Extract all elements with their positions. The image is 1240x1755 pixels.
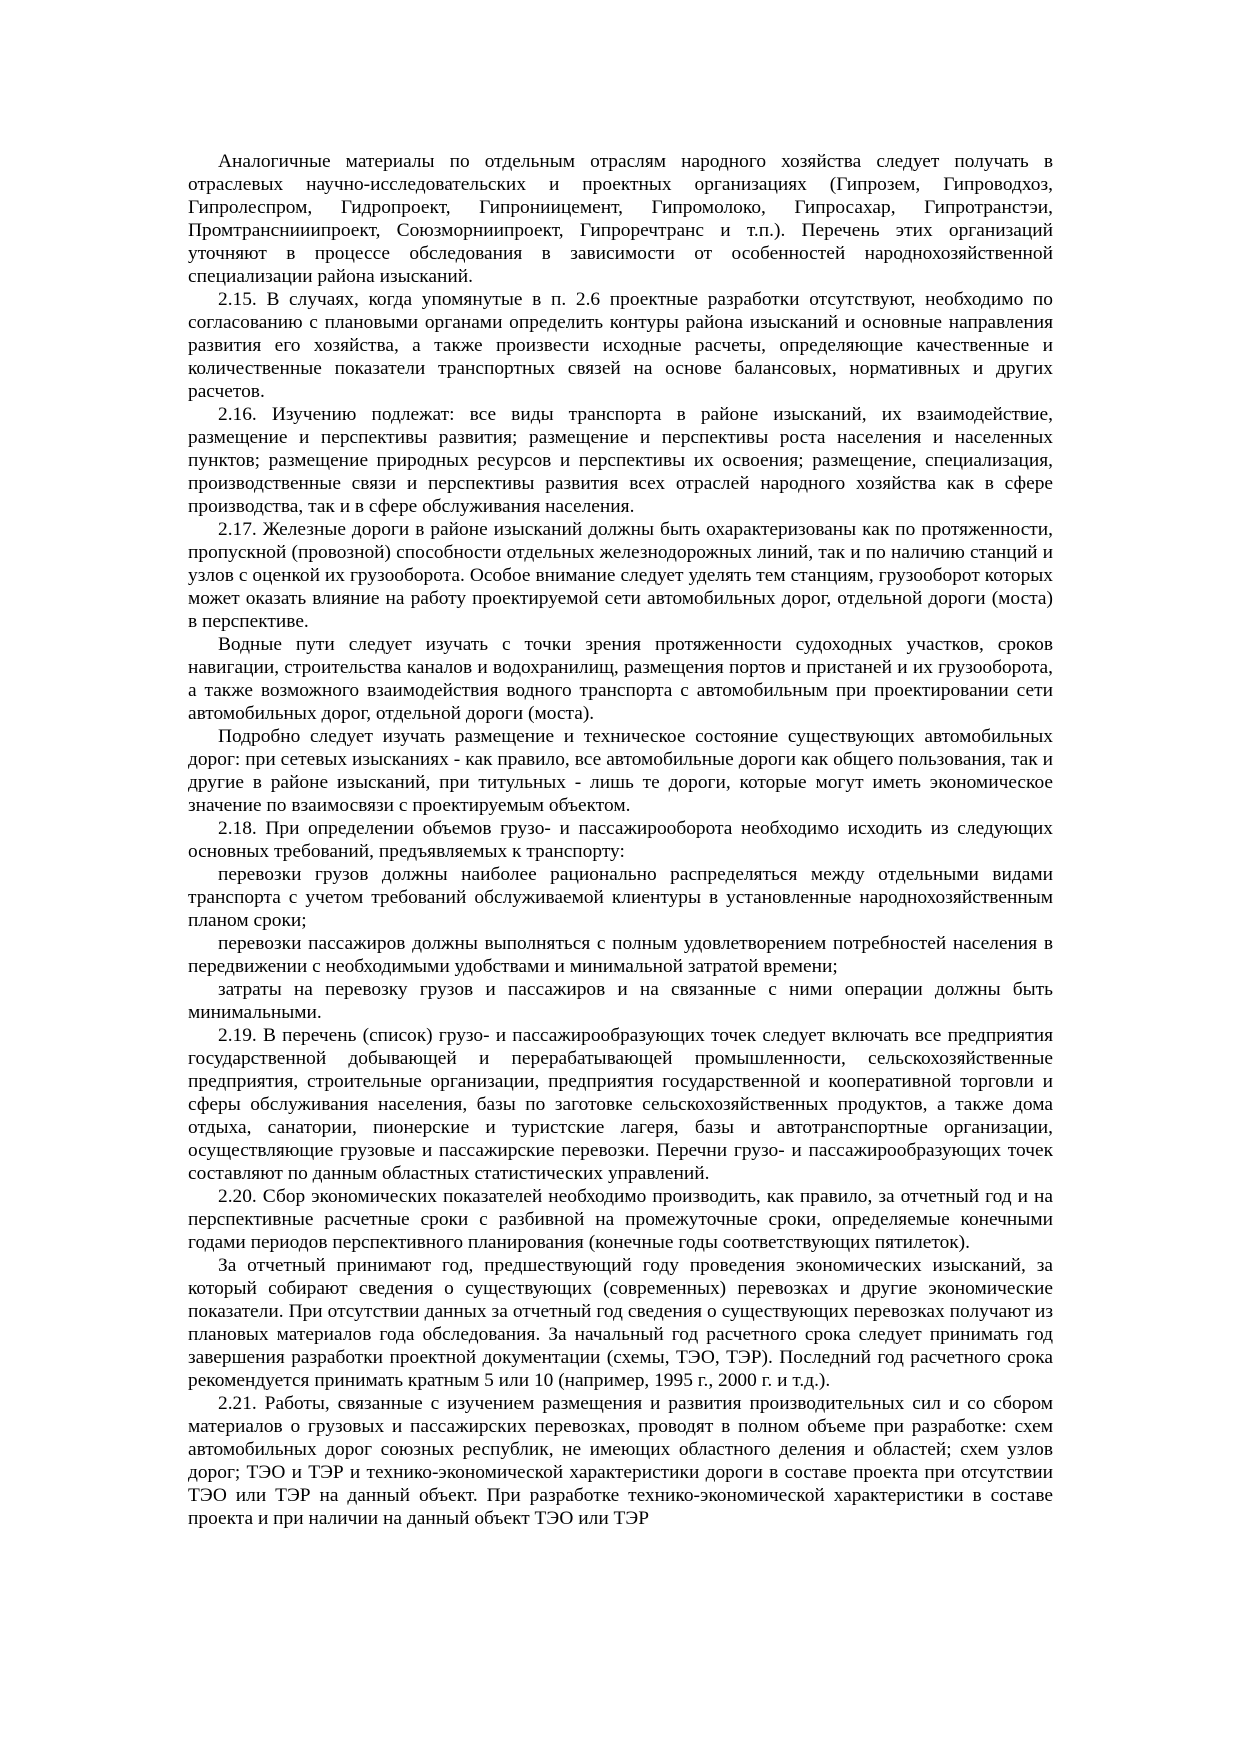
paragraph-2-20: 2.20. Сбор экономических показателей необходимо производить, как правило, за отчетный год и на перспективные расчетные сроки с разбивной на промежуточные сроки, определяемые конечными годами периодов перспективного планирования (конечные годы соответствующих пятилеток). [188, 1186, 1053, 1253]
paragraph-2-21: 2.21. Работы, связанные с изучением размещения и развития производительных сил и со сбором материалов о грузовых и пассажирских перевозках, проводят в полном объеме при разработке: схем автомобильных дорог союзных республик, не имеющих областного деления и областей; схем узлов дорог; ТЭО и ТЭР и технико-экономической характеристики дороги в составе проекта при отсутствии ТЭО или ТЭР на данный объект. При разработке технико-экономической характеристики в составе проекта и при наличии на данный объект ТЭО или ТЭР [188, 1393, 1053, 1529]
paragraph-2-19: 2.19. В перечень (список) грузо- и пассажирообразующих точек следует включать все предприятия государственной добывающей и перерабатывающей промышленности, сельскохозяйственные предприятия, строительные организации, предприятия государственной и кооперативной торговли и сферы обслуживания населения, базы по заготовке сельскохозяйственных продуктов, а также дома отдыха, санатории, пионерские и туристские лагеря, базы и автотранспортные организации, осуществляющие грузовые и пассажирские перевозки. Перечни грузо- и пассажирообразующих точек составляют по данным областных статистических управлений. [188, 1025, 1053, 1184]
paragraph-reporting-year: За отчетный принимают год, предшествующий году проведения экономических изысканий, за который собирают сведения о существующих (современных) перевозках и другие экономические показатели. При отсутствии данных за отчетный год сведения о существующих перевозках получают из плановых материалов года обследования. За начальный год расчетного срока следует принимать год завершения разработки проектной документации (схемы, ТЭО, ТЭР). Последний год расчетного срока рекомендуется принимать кратным 5 или 10 (например, 1995 г., 2000 г. и т.д.). [188, 1255, 1053, 1391]
paragraph-2-15: 2.15. В случаях, когда упомянутые в п. 2.6 проектные разработки отсутствуют, необходимо по согласованию с плановыми органами определить контуры района изысканий и основные направления развития его хозяйства, а также произвести исходные расчеты, определяющие качественные и количественные показатели транспортных связей на основе балансовых, нормативных и других расчетов. [188, 289, 1053, 402]
document-page [188, 150, 1053, 1530]
paragraph-cost-requirement: затраты на перевозку грузов и пассажиров и на связанные с ними операции должны быть минимальными. [188, 979, 1053, 1023]
paragraph-passenger-requirement: перевозки пассажиров должны выполняться с полным удовлетворением потребностей населения в передвижении с необходимыми удобствами и минимальной затратой времени; [188, 933, 1053, 977]
paragraph-cargo-requirement: перевозки грузов должны наиболее рационально распределяться между отдельными видами транспорта с учетом требований обслуживаемой клиентуры в установленные народнохозяйственным планом сроки; [188, 864, 1053, 931]
paragraph-analogous-materials: Аналогичные материалы по отдельным отраслям народного хозяйства следует получать в отраслевых научно-исследовательских и проектных организациях (Гипрозем, Гипроводхоз, Гипролеспром, Гидропроект, Гипрониицемент, Гипромолоко, Гипросахар, Гипротранстэи, Промтранснииипроект, Союзморниипроект, Гипроречтранс и т.п.). Перечень этих организаций уточняют в процессе обследования в зависимости от особенностей народнохозяйственной специализации района изысканий. [188, 151, 1053, 287]
paragraph-roads-study: Подробно следует изучать размещение и техническое состояние существующих автомобильных дорог: при сетевых изысканиях - как правило, все автомобильные дороги как общего пользования, так и другие в районе изысканий, при титульных - лишь те дороги, которые могут иметь экономическое значение по взаимосвязи с проектируемым объектом. [188, 726, 1053, 816]
paragraph-waterways: Водные пути следует изучать с точки зрения протяженности судоходных участков, сроков навигации, строительства каналов и водохранилищ, размещения портов и пристаней и их грузооборота, а также возможного взаимодействия водного транспорта с автомобильным при проектировании сети автомобильных дорог, отдельной дороги (моста). [188, 634, 1053, 724]
paragraph-2-16: 2.16. Изучению подлежат: все виды транспорта в районе изысканий, их взаимодействие, размещение и перспективы развития; размещение и перспективы роста населения и населенных пунктов; размещение природных ресурсов и перспективы их освоения; размещение, специализация, производственные связи и перспективы развития всех отраслей народного хозяйства как в сфере производства, так и в сфере обслуживания населения. [188, 404, 1053, 517]
paragraph-2-18: 2.18. При определении объемов грузо- и пассажирооборота необходимо исходить из следующих основных требований, предъявляемых к транспорту: [188, 818, 1053, 862]
paragraph-2-17: 2.17. Железные дороги в районе изысканий должны быть охарактеризованы как по протяженности, пропускной (провозной) способности отдельных железнодорожных линий, так и по наличию станций и узлов с оценкой их грузооборота. Особое внимание следует уделять тем станциям, грузооборот которых может оказать влияние на работу проектируемой сети автомобильных дорог, отдельной дороги (моста) в перспективе. [188, 519, 1053, 632]
